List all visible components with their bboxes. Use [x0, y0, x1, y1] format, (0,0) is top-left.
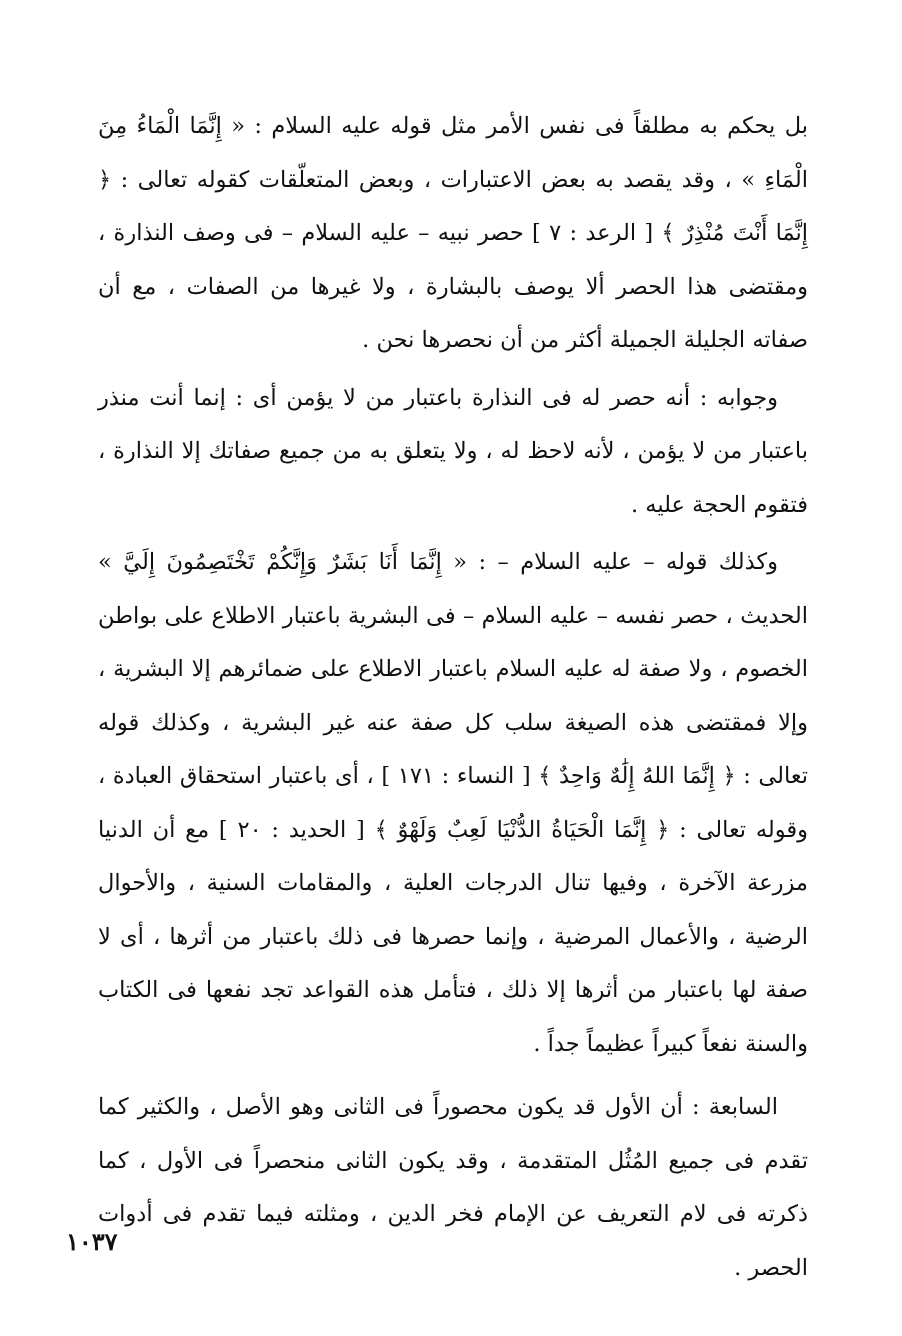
paragraph-1: بل يحكم به مطلقاً فى نفس الأمر مثل قوله عليه السلام : « إِنَّمَا الْمَاءُ مِنَ الْمَاءِ » ، وقد يقصد به بعض الاعتبارات ، وبعض المتعلّقات كقوله تعالى : ﴿ إِنَّمَا أَنْتَ مُنْذِرٌ ﴾ [ الرعد : ٧ ] حصر نبيه – عليه السلام – فى وصف النذارة ، ومقتضى هذا الحصر ألا يوصف بالبشارة ، ولا غيرها من الصفات ، مع أن صفاته الجليلة الجميلة أكثر من أن نحصرها نحن . — [98, 113, 808, 353]
paragraph-3: وكذلك قوله – عليه السلام – : « إِنَّمَا أَنَا بَشَرٌ وَإِنَّكُمْ تَخْتَصِمُونَ إِلَيَّ » الحديث ، حصر نفسه – عليه السلام – فى البشرية باعتبار الاطلاع على بواطن الخصوم ، ولا صفة له عليه السلام باعتبار الاطلاع على ضمائرهم إلا البشرية ، وإلا فمقتضى هذه الصيغة سلب كل صفة عنه غير البشرية ، وكذلك قوله تعالى : ﴿ إِنَّمَا اللهُ إِلَٰهٌ وَاحِدٌ ﴾ [ النساء : ١٧١ ] ، أى باعتبار استحقاق العبادة ، وقوله تعالى : ﴿ إِنَّمَا الْحَيَاةُ الدُّنْيَا لَعِبٌ وَلَهْوٌ ﴾ [ الحديد : ٢٠ ] مع أن الدنيا مزرعة الآخرة ، وفيها تنال الدرجات العلية ، والمقامات السنية ، والأحوال الرضية ، والأعمال المرضية ، وإنما حصرها فى ذلك باعتبار من أثرها ، أى لا صفة لها باعتبار من أثرها إلا ذلك ، فتأمل هذه القواعد تجد نفعها فى الكتاب والسنة نفعاً كبيراً عظيماً جداً . — [98, 549, 808, 1057]
paragraph-4: السابعة : أن الأول قد يكون محصوراً فى الثانى وهو الأصل ، والكثير كما تقدم فى جميع المُثُل المتقدمة ، وقد يكون الثانى منحصراً فى الأول ، كما ذكرته فى لام التعريف عن الإمام فخر الدين ، ومثلته فيما تقدم فى أدوات الحصر . — [98, 1094, 808, 1281]
paragraph-2: وجوابه : أنه حصر له فى النذارة باعتبار من لا يؤمن أى : إنما أنت منذر باعتبار من لا يؤمن ، لأنه لاحظ له ، ولا يتعلق به من جميع صفاتك إلا النذارة ، فتقوم الحجة عليه . — [98, 384, 808, 518]
page-number: ١٠٣٧ — [66, 1227, 118, 1256]
body-text — [98, 100, 808, 1295]
